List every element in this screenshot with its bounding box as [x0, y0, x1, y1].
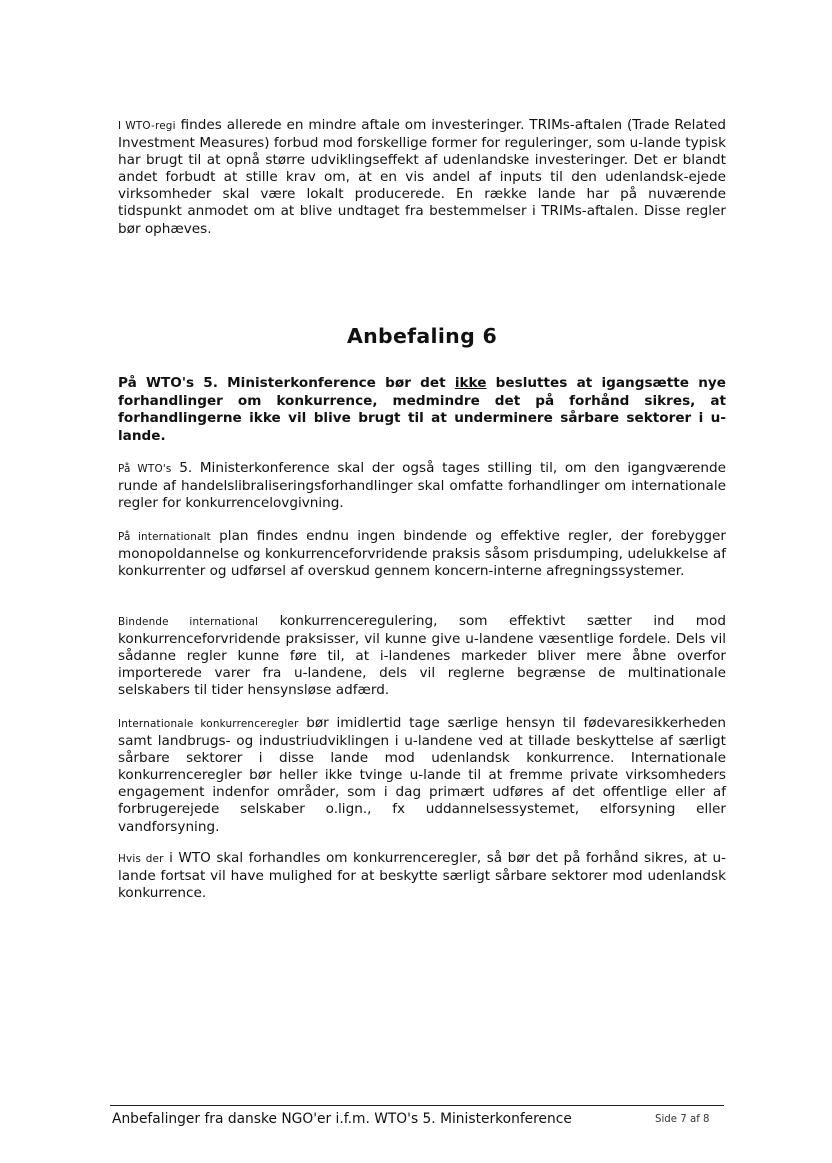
intro-text: findes allerede en mindre aftale om investeringer. TRIMs-aftalen (Trade Related Investment Measures) forbud mod forskellige former for reguleringer, som u-lande typisk har brugt til at opnå større udviklingseffekt af udenlandske investeringer. Det er blandt andet forbudt at stille krav om, at en vis andel af inputs til den udenlandsk-ejede virksomheder skal være lokalt producerede. En række lande har på nuværende tidspunkt anmodet om at blive undtaget fra bestemmelser i TRIMs-aftalen. Disse regler bør ophæves. [118, 117, 726, 237]
body-paragraph [118, 460, 726, 512]
body-paragraph [118, 850, 726, 902]
paragraph-lead: På WTO's [118, 463, 172, 475]
footer-title: Anbefalinger fra danske NGO'er i.f.m. WTO's 5. Ministerkonference [112, 1111, 572, 1127]
paragraph-text: bør imidlertid tage særlige hensyn til fødevaresikkerheden samt landbrugs- og industriudviklingen i u-landene ved at tillade beskyttelse af særligt sårbare sektorer i disse lande mod udenlandsk konkurrence. Internationale konkurrenceregler bør heller ikke tvinge u-lande til at fremme private virksomheders engagement indenfor områder, som i dag primært udføres af det offentlige eller af forbrugerejede selskaber o.lign., fx uddannelsessystemet, elforsyning eller vandforsyning. [118, 715, 726, 835]
body-paragraph [118, 613, 726, 699]
paragraph-lead: Bindende international [118, 616, 259, 628]
recommendation-heading: Anbefaling 6 [346, 324, 498, 348]
paragraph-lead: Internationale konkurrenceregler [118, 718, 299, 730]
paragraph-lead: Hvis der [118, 853, 164, 865]
recommendation-text-after: besluttes at igangsætte nye forhandlinger om konkurrence, medmindre det på forhånd sikres, at forhandlingerne ikke vil blive brugt til at underminere sårbare sektorer i u-lande. [118, 375, 726, 444]
paragraph-text: 5. Ministerkonference skal der også tages stilling til, om den igangværende runde af handelslibraliseringsforhandlinger skal omfatte forhandlinger om internationale regler for konkurrencelovgivning. [118, 460, 726, 512]
recommendation-statement [118, 375, 726, 445]
paragraph-text: plan findes endnu ingen bindende og effektive regler, der forebygger monopoldannelse og konkurrenceforvridende praksis såsom prisdumping, udelukkelse af konkurrenter og udførsel af overskud gennem koncern-interne afregningssystemer. [118, 528, 726, 580]
body-paragraph [118, 528, 726, 580]
page-number: Side 7 af 8 [655, 1114, 710, 1125]
recommendation-text-before: På WTO's 5. Ministerkonference bør det [118, 375, 446, 391]
footer-divider [110, 1105, 724, 1106]
paragraph-text: konkurrenceregulering, som effektivt sætter ind mod konkurrenceforvridende praksisser, vil kunne give u-landene væsentlige fordele. Dels vil sådanne regler kunne føre til, at i-landenes markeder bliver mere åbne overfor importerede varer fra u-landene, dels vil reglerne begrænse de multinationale selskabers til tider hensynsløse adfærd. [118, 613, 726, 699]
body-paragraph [118, 715, 726, 836]
recommendation-underlined-word: ikke [454, 375, 487, 391]
paragraph-lead: På internationalt [118, 531, 211, 543]
intro-lead: I WTO-regi [118, 120, 176, 132]
paragraph-text: i WTO skal forhandles om konkurrenceregler, så bør det på forhånd sikres, at u-lande fortsat vil have mulighed for at beskytte særligt sårbare sektorer mod udenlandsk konkurrence. [118, 850, 726, 902]
intro-paragraph [118, 117, 726, 238]
